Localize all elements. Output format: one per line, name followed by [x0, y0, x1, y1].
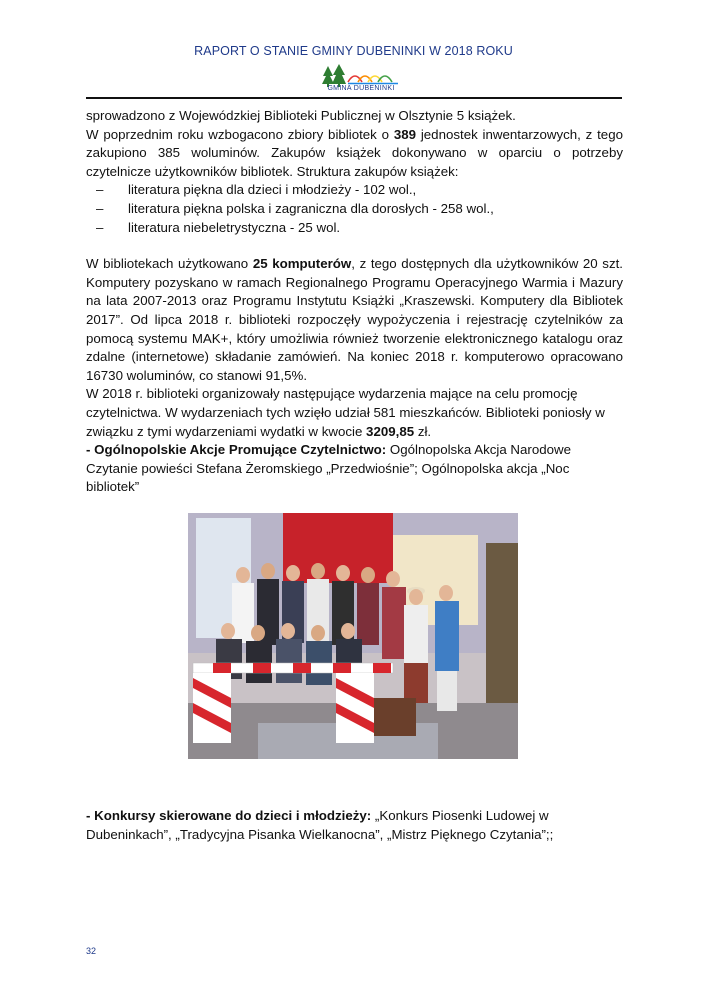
- purchase-structure-list: [86, 181, 623, 237]
- report-title: RAPORT O STANIE GMINY DUBENINKI W 2018 ROKU: [194, 44, 513, 58]
- arch-green: [378, 76, 392, 82]
- barrier-post-left: [193, 673, 231, 743]
- bookshelf: [486, 543, 518, 723]
- header-divider: [86, 97, 622, 99]
- list-item: – literatura piękna dla dzieci i młodzieży - 102 wol.,: [96, 182, 417, 198]
- suitcase: [374, 698, 416, 736]
- main-content: [86, 107, 623, 497]
- logo-text: GMINA DUBENINKI: [327, 85, 395, 92]
- list-item: – literatura piękna polska i zagraniczna dla dorosłych - 258 wol.,: [96, 200, 494, 216]
- contests-section: [86, 794, 623, 858]
- paragraph-events: W 2018 r. biblioteki organizowały następujące wydarzenia mające na celu promocję czytelnictwa. W wydarzeniach tych wzięło udział 581 mieszkańców. Biblioteki poniosły w związku z tymi wydarzeniami wydatki w kwocie 3209,85 zł.: [86, 386, 605, 439]
- page-number: 32: [86, 946, 97, 956]
- paragraph-collections: W poprzednim roku wzbogacono zbiory bibliotek o 389 jednostek inwentarzowych, z tego zakupiono 385 woluminów. Zakupów książek dokonywano w oparciu o potrzeby czytelnicze użytkowników bibliotek. Struktura zakupów książek:: [86, 126, 623, 179]
- barrier-post-right: [336, 673, 374, 743]
- library-event-photo: [188, 513, 518, 759]
- paragraph-intro: sprowadzono z Wojewódzkiej Biblioteki Publicznej w Olsztynie 5 książek.: [86, 108, 516, 123]
- paragraph-computers: W bibliotekach użytkowano 25 komputerów, z tego dostępnych dla użytkowników 20 szt. Komputery pozyskano w ramach Regionalnego Programu Operacyjnego Warmia i Mazury na lata 2007-2013 oraz Programu Instytutu Książki „Kraszewski. Komputery dla Bibliotek 2017”. Od lipca 2018 r. biblioteki rozpoczęły wypożyczenia i rejestrację czytelników za pomocą systemu MAK+, który umożliwia również tworzenie elektronicznego katalogu oraz zdalne (internetowe) składanie zamówień. Na koniec 2018 r. komputerowo opracowano 16730 woluminów, co stanowi 91,5%.: [86, 256, 623, 383]
- list-item: – literatura niebeletrystyczna - 25 wol.: [96, 219, 341, 235]
- paragraph-contests: - Konkursy skierowane do dzieci i młodzieży: „Konkurs Piosenki Ludowej w Dubeninkach”, „Tradycyjna Pisanka Wielkanocna”, „Mistrz Pięknego Czytania”;;: [86, 808, 554, 842]
- paragraph-national-actions: - Ogólnopolskie Akcje Promujące Czytelnictwo: Ogólnopolska Akcja Narodowe Czytanie powieści Stefana Żeromskiego „Przedwiośnie”; Ogólnopolska akcja „Noc bibliotek”: [86, 442, 572, 495]
- tree-icon: [332, 64, 346, 87]
